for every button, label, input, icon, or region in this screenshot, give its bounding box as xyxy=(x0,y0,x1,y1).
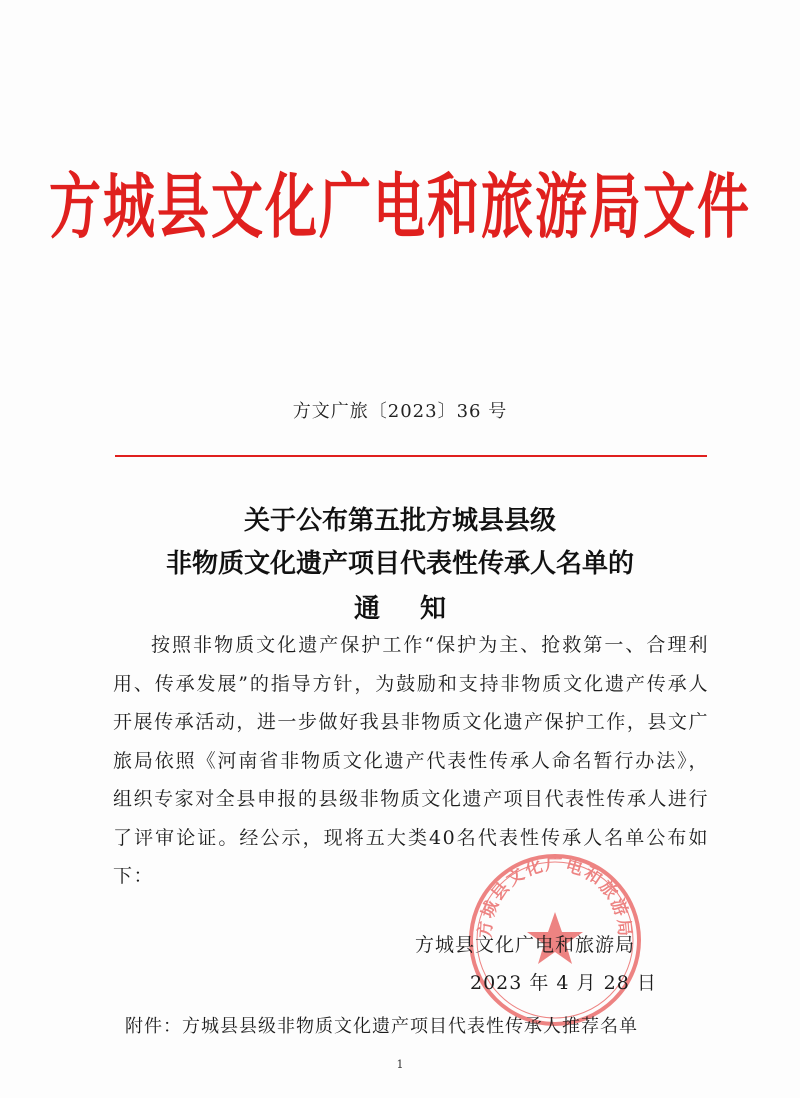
issue-date: 2023 年 4 月 28 日 xyxy=(470,972,657,994)
issuer-header-title: 方城县文化广电和旅游局文件 xyxy=(48,167,751,249)
notice-body-paragraph: 按照非物质文化遗产保护工作“保护为主、抢救第一、合理利用、传承发展”的指导方针，为鼓励和支持非物质文化遗产传承人开展传承活动，进一步做好我县非物质文化遗产保护工作，县文广旅局依照《河南省非物质文化遗产代表性传承人命名暂行办法》，组织专家对全县申报的县级非物质文化遗产项目代表性传承人进行了评审论证。经公示，现将五大类40名代表性传承人名单公布如下： xyxy=(113,634,709,887)
attachment-line: 附件：方城县县级非物质文化遗产项目代表性传承人推荐名单 xyxy=(125,1016,638,1037)
seal-text: 方城县文化广电和旅游局 xyxy=(475,855,635,939)
red-divider-line xyxy=(115,455,707,457)
notice-title-line-1: 关于公布第五批方城县县级 xyxy=(243,506,556,536)
notice-title-line-3: 通知 xyxy=(353,594,486,624)
page-number: 1 xyxy=(396,1058,404,1071)
notice-title-line-2: 非物质文化遗产项目代表性传承人名单的 xyxy=(165,549,634,579)
document-number: 方文广旅〔2023〕36 号 xyxy=(292,401,508,422)
signing-authority: 方城县文化广电和旅游局 xyxy=(415,934,636,956)
